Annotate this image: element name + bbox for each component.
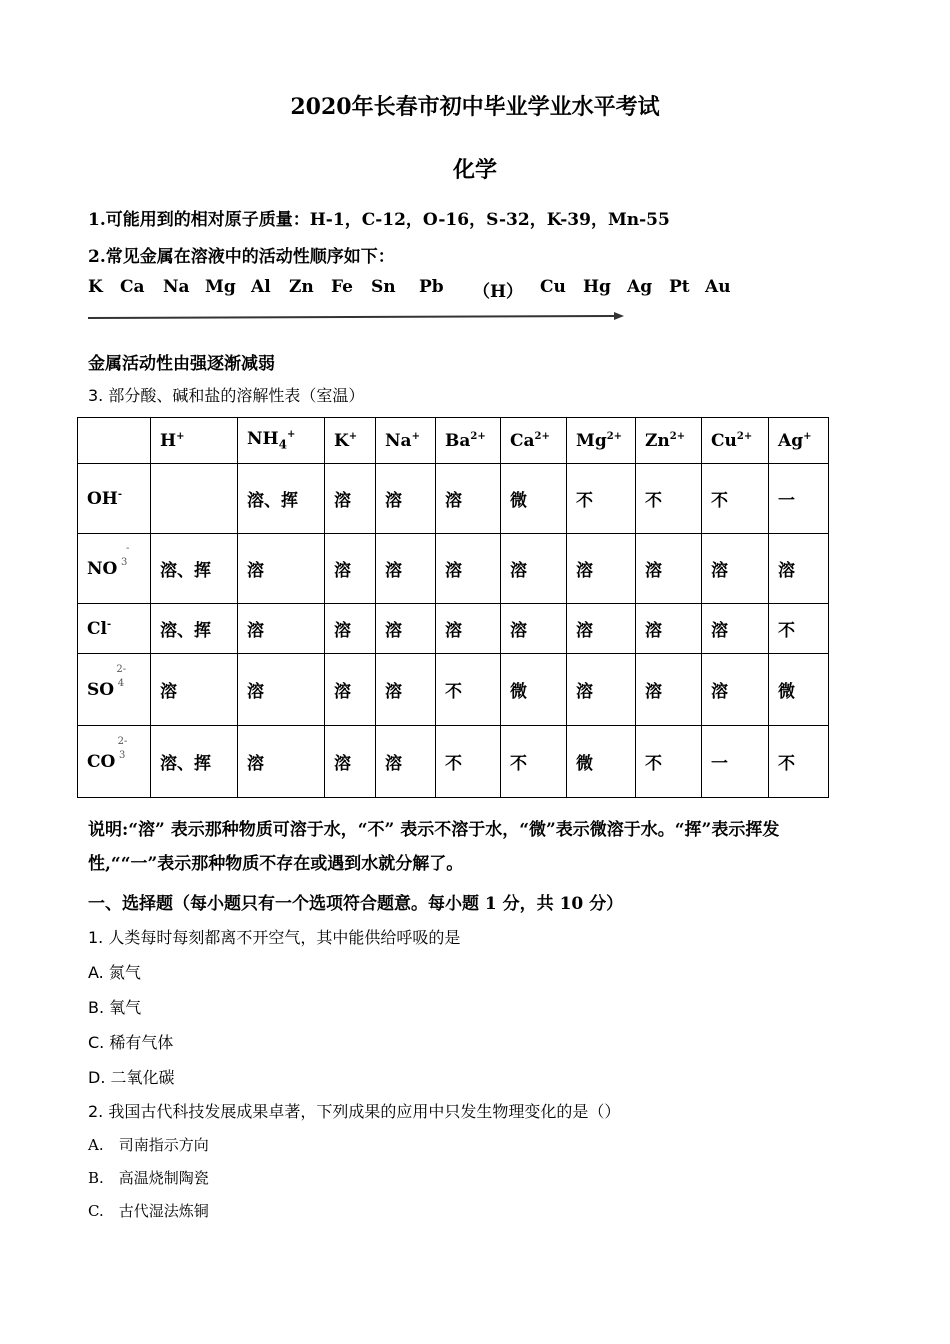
table-row [78, 726, 829, 798]
solubility-cell: 溶 [501, 534, 567, 604]
ion-subscript: 4 [278, 437, 287, 452]
anion-header-cell [78, 534, 151, 604]
anion-header-cell [78, 654, 151, 726]
ion-charge: 2- [117, 735, 128, 747]
cation-header-cell [238, 418, 325, 464]
subject-title: 化学 [452, 157, 497, 183]
ion-symbol: OH [87, 488, 118, 509]
anion-header-cell [78, 726, 151, 798]
ion-charge: - [117, 488, 123, 500]
option-label: B. [88, 998, 105, 1017]
metal-symbol: Hg [583, 277, 611, 297]
solubility-cell: 溶 [702, 534, 769, 604]
solubility-cell: 溶 [436, 534, 501, 604]
ion-symbol: H [160, 430, 177, 451]
cation-header-cell [436, 418, 501, 464]
solubility-cell: 溶 [436, 604, 501, 654]
cation-header-cell [567, 418, 636, 464]
note-solubility-table-caption [88, 383, 364, 406]
solubility-cell: 溶 [325, 604, 376, 654]
ion-subscript: 4 [117, 677, 125, 689]
solubility-cell: 不 [769, 604, 829, 654]
solubility-cell: 溶 [238, 726, 325, 798]
q1-option-b[interactable] [88, 995, 141, 1018]
option-text: 司南指示方向 [118, 1136, 209, 1154]
table-row [78, 604, 829, 654]
ion-symbol: SO [87, 679, 115, 700]
ion-charge: + [803, 430, 812, 442]
table-explanation: 说明:“溶” 表示那种物质可溶于水，“不” 表示不溶于水，“微”表示微溶于水。“挥”表示挥发性,““一”表示那种物质不存在或遇到水就分解了。 [88, 820, 780, 874]
cation-header-cell [325, 418, 376, 464]
ion-charge: 2- [116, 663, 127, 675]
ion-symbol: Ag [778, 430, 804, 451]
table-row [78, 534, 829, 604]
solubility-cell: 不 [636, 464, 702, 534]
option-text: 古代湿法炼铜 [118, 1202, 209, 1220]
metal-symbol: （H） [473, 282, 524, 302]
metal-symbol: Pb [419, 277, 444, 297]
section-heading: 一、选择题（每小题只有一个选项符合题意。每小题 1 分，共 10 分） [88, 894, 624, 914]
ion-charge: + [411, 430, 420, 442]
ion-charge: + [176, 430, 185, 442]
option-label: A. [88, 1136, 104, 1154]
option-label: B. [88, 1169, 104, 1187]
table-row [78, 464, 829, 534]
question-text: 人类每时每刻都离不开空气，其中能供给呼吸的是 [108, 928, 461, 947]
ion-charge: 2+ [534, 430, 550, 442]
ion-symbol: NO [87, 558, 118, 579]
ion-symbol: Cl [87, 618, 107, 639]
metal-symbol: Au [705, 277, 731, 297]
ion-symbol: Cu [711, 430, 737, 451]
question-number: 1. [88, 928, 104, 947]
solubility-cell: 微 [769, 654, 829, 726]
option-text: 二氧化碳 [110, 1068, 175, 1087]
solubility-cell: 溶 [325, 726, 376, 798]
ion-subscript: 3 [118, 749, 126, 761]
solubility-cell: 不 [436, 726, 501, 798]
table-row [78, 654, 829, 726]
solubility-cell: 溶 [238, 604, 325, 654]
question-2 [88, 1099, 620, 1122]
option-text: 高温烧制陶瓷 [118, 1169, 209, 1187]
option-text: 氮气 [108, 963, 141, 982]
solubility-cell: 不 [636, 726, 702, 798]
solubility-cell: 溶 [567, 654, 636, 726]
q1-option-d[interactable] [88, 1065, 175, 1088]
solubility-cell: 溶 [501, 604, 567, 654]
solubility-cell: 不 [769, 726, 829, 798]
ion-charge: 2+ [736, 430, 753, 442]
cation-header-cell [376, 418, 436, 464]
ion-symbol: K [334, 430, 349, 451]
anion-header-cell [78, 604, 151, 654]
solubility-cell: 溶 [436, 464, 501, 534]
cation-header-cell [636, 418, 702, 464]
cation-header-cell [769, 418, 829, 464]
ion-charge: + [348, 430, 358, 442]
ion-charge: - [125, 542, 130, 554]
solubility-cell: 溶 [702, 654, 769, 726]
solubility-cell: 微 [501, 464, 567, 534]
solubility-cell: 溶、挥 [151, 604, 238, 654]
anion-formula [87, 735, 128, 772]
solubility-cell: 溶 [567, 534, 636, 604]
solubility-cell: 不 [702, 464, 769, 534]
anion-formula [87, 619, 111, 639]
ion-charge: 2+ [606, 430, 623, 442]
table-corner-cell [78, 418, 151, 464]
metal-symbol: Mg [205, 277, 236, 297]
anion-formula [87, 489, 122, 509]
option-text: 稀有气体 [109, 1033, 174, 1052]
solubility-cell: 溶 [376, 654, 436, 726]
metal-symbol: Zn [289, 277, 314, 297]
option-label: A. [88, 963, 104, 982]
note-activity-series: 2.常见金属在溶液中的活动性顺序如下： [88, 247, 395, 267]
solubility-cell [151, 464, 238, 534]
ion-symbol: Ca [510, 430, 535, 451]
cation-header-cell [702, 418, 769, 464]
metal-symbol: Ca [120, 277, 145, 297]
anion-header-cell [78, 464, 151, 534]
solubility-cell: 溶 [376, 604, 436, 654]
cation-header-cell [501, 418, 567, 464]
option-label: D. [88, 1068, 106, 1087]
solubility-cell: 溶 [636, 654, 702, 726]
option-label: C. [88, 1033, 105, 1052]
solubility-cell: 微 [567, 726, 636, 798]
ion-charge: 2+ [669, 430, 686, 442]
note-atomic-masses: 1.可能用到的相对原子质量：H-1，C-12，O-16，S-32，K-39，Mn-55 [88, 210, 670, 230]
exam-title: 2020年长春市初中毕业学业水平考试 [290, 94, 660, 120]
ion-subscript: 3 [120, 556, 128, 568]
metal-symbol: Ag [627, 277, 653, 297]
metal-symbol: Sn [371, 277, 396, 297]
q2-option-a[interactable] [88, 1134, 209, 1155]
solubility-cell: 不 [501, 726, 567, 798]
ion-charge: - [107, 618, 112, 630]
metal-symbol: Pt [669, 277, 690, 297]
ion-charge: 2+ [470, 430, 486, 442]
solubility-cell: 溶 [702, 604, 769, 654]
ion-symbol: NH [247, 429, 279, 450]
solubility-cell: 溶 [325, 464, 376, 534]
solubility-cell: 溶 [238, 654, 325, 726]
solubility-cell: 溶 [636, 604, 702, 654]
question-number: 2. [88, 1102, 104, 1121]
q1-option-c[interactable] [88, 1030, 173, 1053]
solubility-cell: 溶 [567, 604, 636, 654]
solubility-cell: 一 [769, 464, 829, 534]
solubility-cell: 溶 [769, 534, 829, 604]
solubility-table [77, 417, 829, 798]
metal-symbol: Cu [540, 277, 566, 297]
ion-symbol: Ba [445, 430, 471, 451]
q1-option-a[interactable] [88, 960, 141, 983]
option-label: C. [88, 1202, 104, 1220]
solubility-cell: 不 [567, 464, 636, 534]
solubility-cell: 溶 [238, 534, 325, 604]
activity-caption: 金属活动性由强逐渐减弱 [88, 354, 275, 374]
ion-symbol: Zn [645, 430, 670, 451]
question-1 [88, 925, 460, 948]
question-text: 我国古代科技发展成果卓著，下列成果的应用中只发生物理变化的是（） [108, 1102, 621, 1121]
solubility-cell: 溶、挥 [238, 464, 325, 534]
solubility-cell: 溶 [376, 464, 436, 534]
solubility-cell: 溶、挥 [151, 726, 238, 798]
ion-symbol: Na [385, 430, 412, 451]
ion-charge: + [286, 429, 296, 441]
metal-symbol: Fe [331, 277, 353, 297]
solubility-cell: 溶 [325, 534, 376, 604]
note-number: 3. [88, 386, 104, 405]
ion-symbol: Mg [576, 430, 607, 451]
anion-formula [87, 542, 130, 579]
q2-option-c[interactable] [88, 1200, 209, 1221]
solubility-cell: 微 [501, 654, 567, 726]
table-header-row [78, 418, 829, 464]
ion-symbol: CO [87, 751, 116, 772]
solubility-cell: 溶 [325, 654, 376, 726]
solubility-cell: 溶 [376, 534, 436, 604]
metal-symbol: Al [251, 277, 271, 297]
solubility-cell: 溶 [151, 654, 238, 726]
solubility-cell: 溶、挥 [151, 534, 238, 604]
q2-option-b[interactable] [88, 1167, 209, 1188]
solubility-cell: 溶 [376, 726, 436, 798]
option-text: 氧气 [109, 998, 142, 1017]
note-text: 部分酸、碱和盐的溶解性表（室温） [108, 386, 365, 405]
metal-symbol: Na [163, 277, 190, 297]
solubility-cell: 溶 [636, 534, 702, 604]
cation-header-cell [151, 418, 238, 464]
solubility-cell: 一 [702, 726, 769, 798]
solubility-cell: 不 [436, 654, 501, 726]
activity-arrow [88, 311, 628, 323]
metal-symbol: K [88, 277, 103, 297]
anion-formula [87, 663, 127, 700]
